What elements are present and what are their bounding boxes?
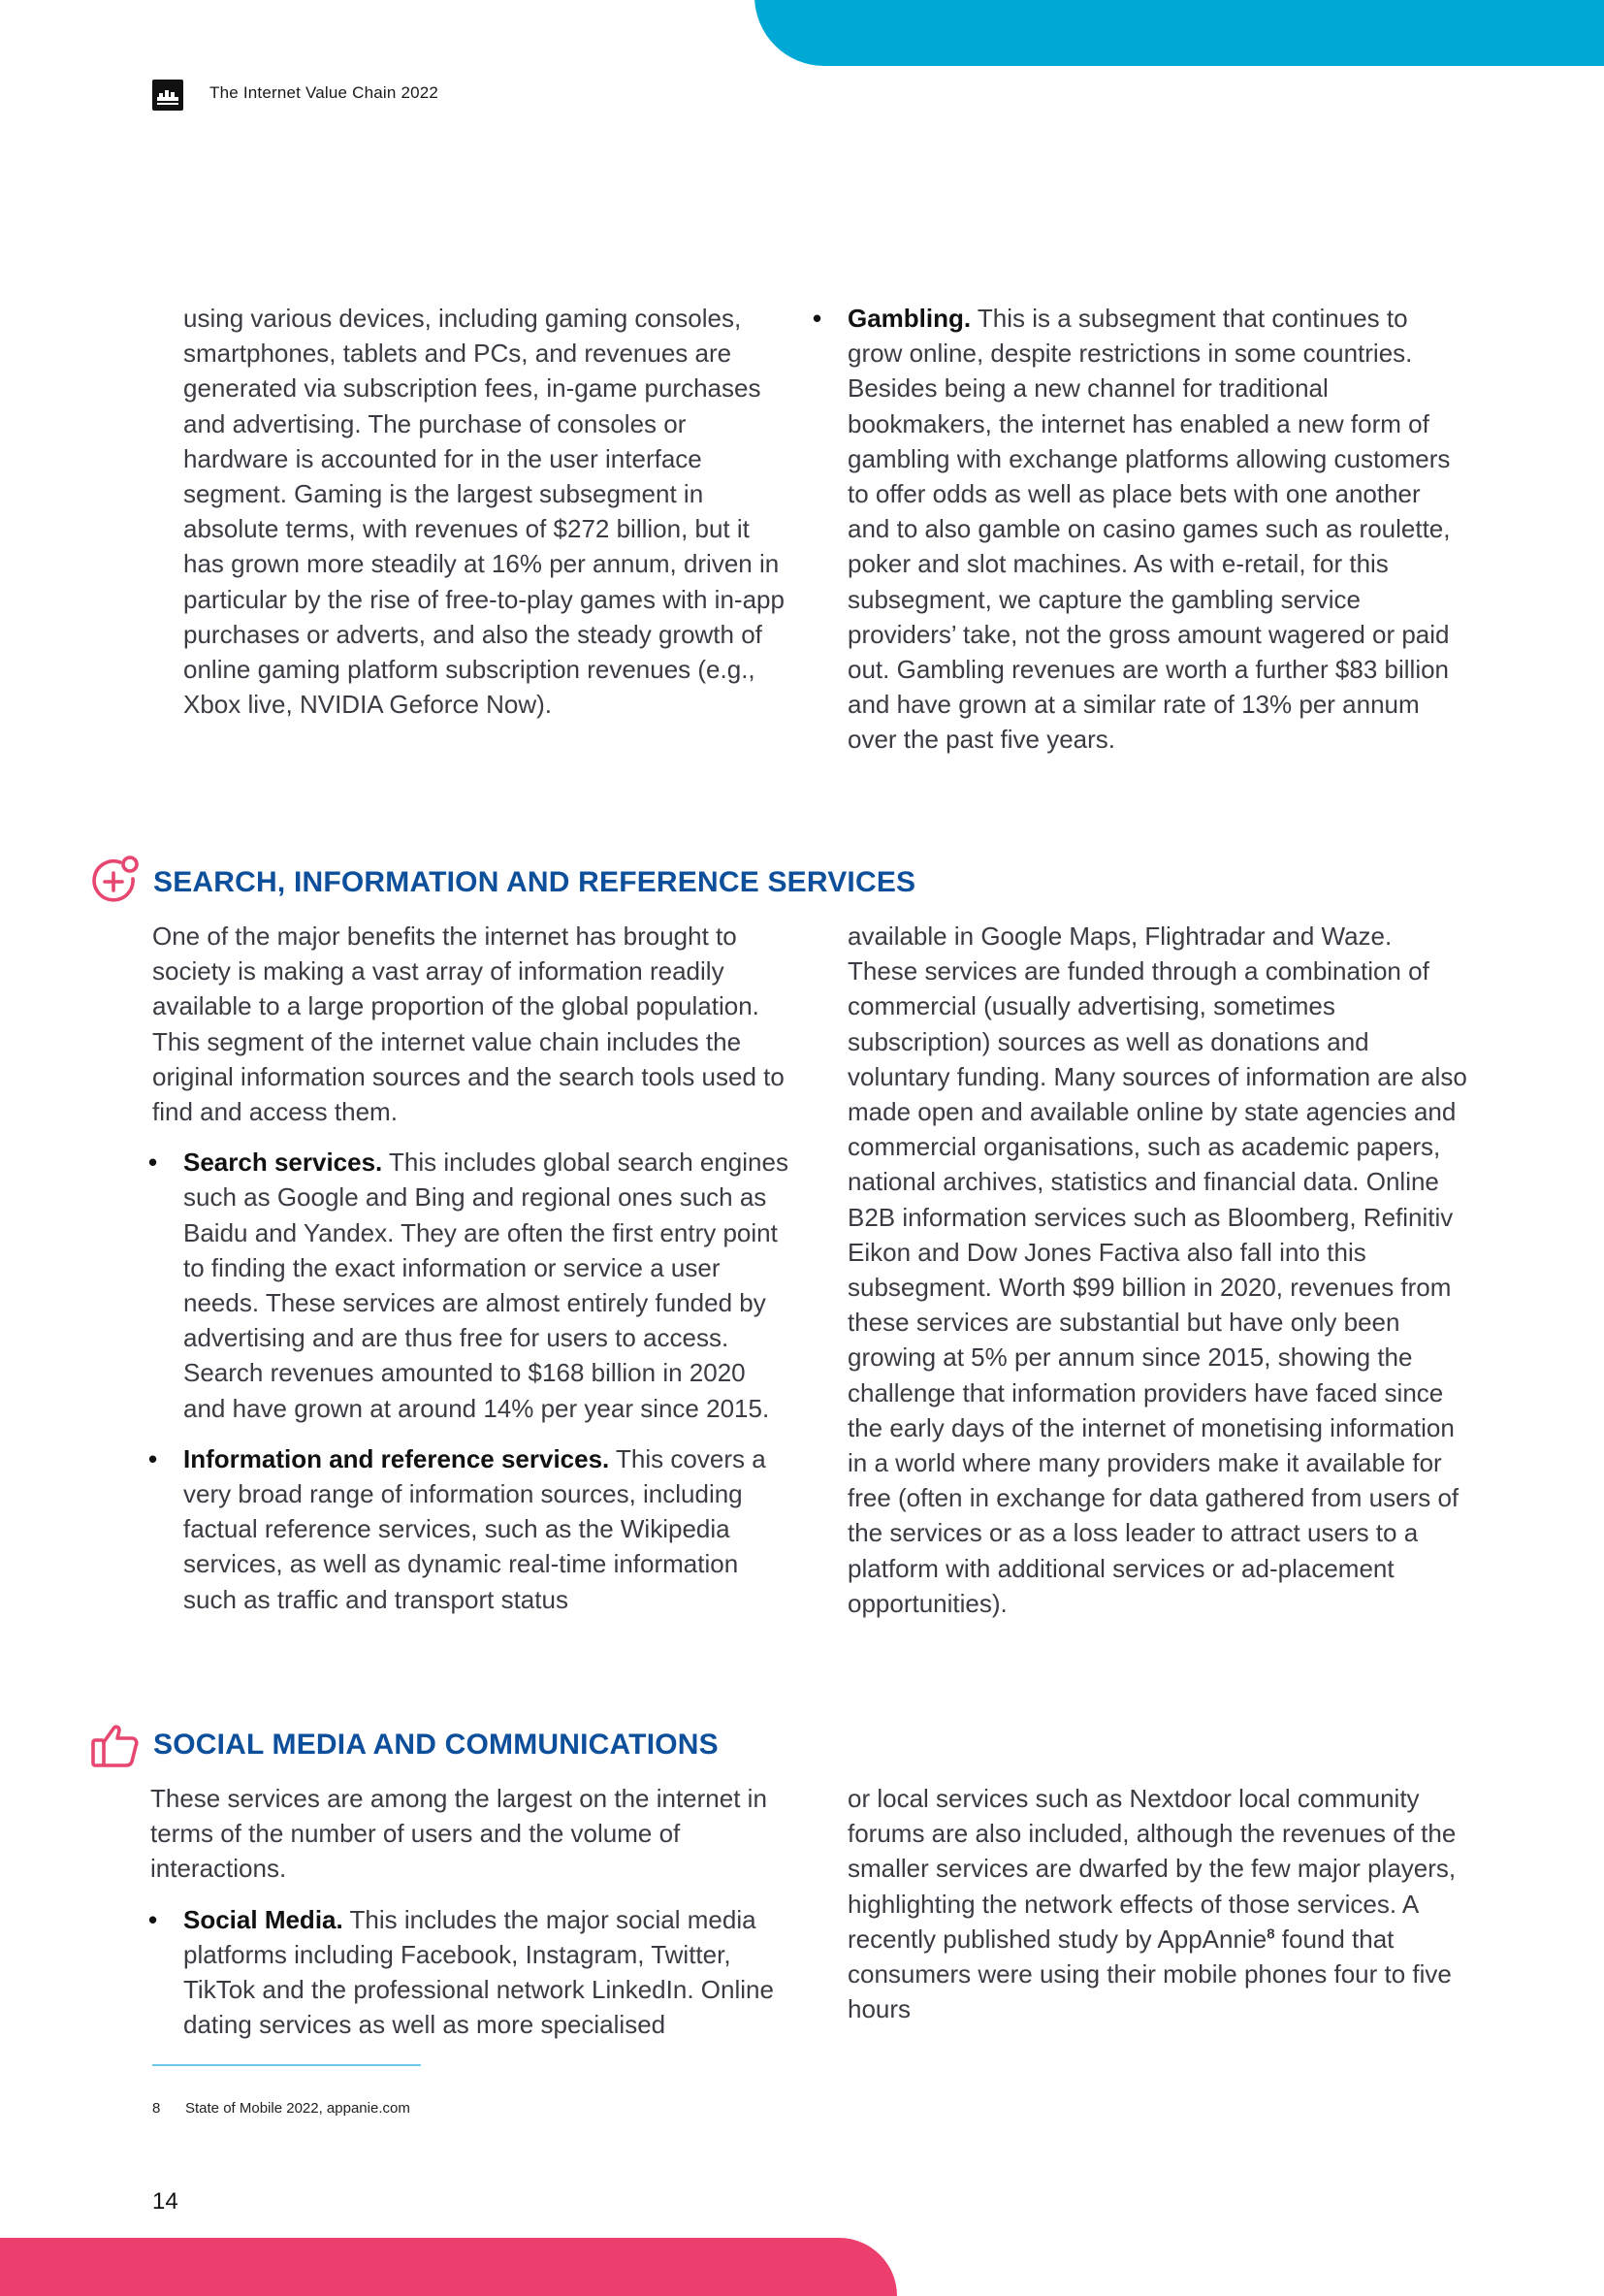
list-item (148, 1902, 790, 2043)
search-plus-icon (89, 854, 142, 911)
search-right-column (848, 919, 1468, 1621)
footnote (152, 2100, 410, 2117)
bullet: • (813, 304, 822, 333)
gambling-title: Gambling. (848, 304, 972, 333)
bullet: • (148, 1148, 158, 1178)
social-section-heading: SOCIAL MEDIA AND COMMUNICATIONS (153, 1729, 719, 1761)
information-services-title: Information and reference services. (183, 1443, 610, 1473)
search-services-text: This includes global search engines such as Google and Bing and regional ones such as Baidu and Yandex. They are often the first entry point to finding the exact information or service a user needs. These services are almost entirely funded by advertising and are thus free for users to access. Search revenues amounted to $168 billion in 2020 and have grown at around 14% per year since 2015. (183, 1148, 788, 1423)
social-left-column (150, 1781, 790, 2042)
social-right-text: or local services such as Nextdoor local community forums are also included, although the revenues of the smaller services are dwarfed by the few major players, highlighting the network effects of those services. A recently published study by AppAnnie (848, 1784, 1457, 1954)
social-right-paragraph (848, 1781, 1468, 2026)
footnote-reference[interactable]: 8 (1267, 1925, 1275, 1943)
list-item (148, 1441, 789, 1617)
search-left-column (148, 919, 789, 1617)
search-services-title: Search services. (183, 1148, 383, 1178)
social-right-text-end: found that consumers were using their mobile phones four to five hours (848, 1924, 1452, 2024)
search-intro: One of the major benefits the internet has brought to society is making a vast array of information readily available to a large proportion of the global population. This segment of the internet value chain includes the original information sources and the search tools used to find and access them. (152, 922, 785, 1127)
footnote-number: 8 (152, 2100, 161, 2117)
footnote-divider (152, 2064, 421, 2066)
gaming-paragraph: using various devices, including gaming consoles, smartphones, tablets and PCs, and revenues are generated via subscription fees, in-game purchases and advertising. The purchase of consoles or hardware is accounted for in the user interface segment. Gaming is the largest subsegment in absolute terms, with revenues of $272 billion, but it has grown more steadily at 16% per annum, driven in particular by the rise of free-to-play games with in-app purchases or adverts, and also the steady growth of online gaming platform subscription revenues (e.g., Xbox live, NVIDIA Geforce Now). (183, 304, 785, 720)
page-number: 14 (152, 2188, 178, 2215)
social-intro: These services are among the largest on the internet in terms of the number of users and the volume of interactions. (150, 1784, 767, 1884)
gambling-column (813, 301, 1468, 758)
list-item (148, 1145, 789, 1426)
social-right-column (848, 1781, 1468, 2026)
social-media-text: This includes the major social media platforms including Facebook, Instagram, Twitter, TikTok and the professional network LinkedIn. Online dating services as well as more specialised (183, 1904, 774, 2040)
gambling-text: This is a subsegment that continues to grow online, despite restrictions in some countries. Besides being a new channel for traditional bookmakers, the internet has enabled a new form of gambling with exchange platforms allowing customers to offer odds as well as place bets with one another and to also gamble on casino games such as roulette, poker and slot machines. As with e-retail, for this subsegment, we capture the gambling service providers’ take, not the gross amount wagered or paid out. Gambling revenues are worth a further $83 billion and have grown at a similar rate of 13% per annum over the past five years. (848, 304, 1451, 755)
search-right-paragraph: available in Google Maps, Flightradar and Waze. These services are funded through a combination of commercial (usually advertising, sometimes subscription) sources as well as donations and voluntary funding. Many sources of information are also made open and available online by state agencies and commercial organisations, such as academic papers, national archives, statistics and financial data. Online B2B information services such as Bloomberg, Refinitiv Eikon and Dow Jones Factiva also fall into this subsegment. Worth $99 billion in 2020, revenues from these services are substantial but have only been growing at 5% per annum since 2015, showing the challenge that information providers have faced since the early days of the internet of monetising information in a world where many providers make it available for free (often in exchange for data gathered from users of the services or as a loss leader to attract users to a platform with additional services or ad-placement opportunities). (848, 922, 1467, 1618)
information-services-text: This covers a very broad range of information sources, including factual reference services, such as the Wikipedia services, as well as dynamic real-time information such as traffic and transport status (183, 1443, 766, 1614)
footnote-text: State of Mobile 2022, appanie.com (185, 2100, 410, 2117)
header-accent-tab (754, 0, 1604, 66)
thumbs-up-icon (89, 1719, 142, 1776)
social-media-title: Social Media. (183, 1904, 343, 1934)
search-section-heading: SEARCH, INFORMATION AND REFERENCE SERVICES (153, 866, 916, 898)
gaming-continuation (183, 301, 785, 722)
bullet: • (148, 1904, 158, 1934)
footer-accent-bar (0, 2238, 897, 2296)
bullet: • (148, 1443, 158, 1473)
publisher-logo-icon (152, 80, 183, 111)
document-title: The Internet Value Chain 2022 (209, 83, 439, 102)
list-item (813, 301, 1468, 758)
